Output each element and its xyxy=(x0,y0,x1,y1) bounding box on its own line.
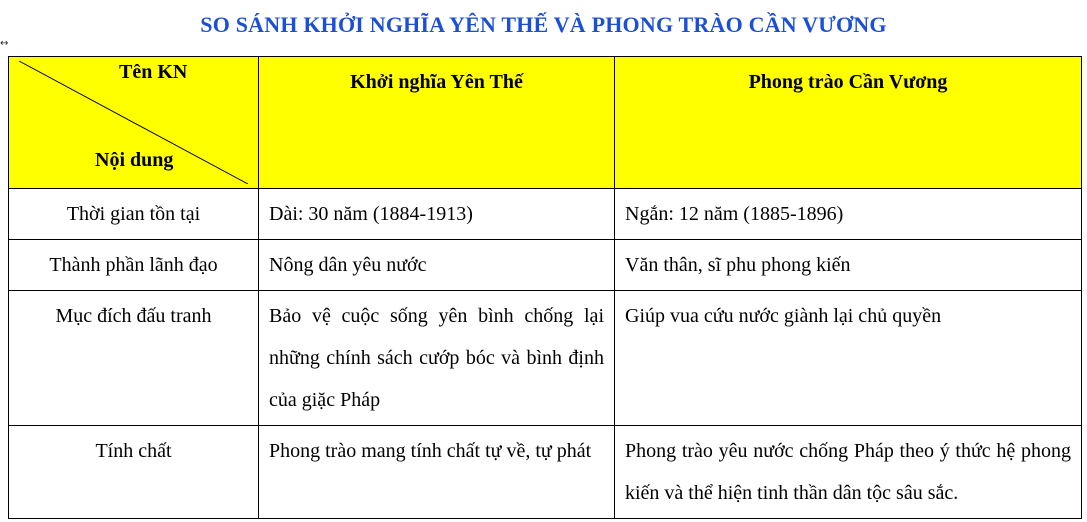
cell-can-vuong: Ngắn: 12 năm (1885-1896) xyxy=(615,189,1082,240)
row-label-thanh-phan: Thành phần lãnh đạo xyxy=(9,240,259,291)
row-label-thoi-gian: Thời gian tồn tại xyxy=(9,189,259,240)
table-anchor-icon: ↔ xyxy=(0,38,9,49)
cell-can-vuong: Văn thân, sĩ phu phong kiến xyxy=(615,240,1082,291)
cell-yen-the: Bảo vệ cuộc sống yên bình chống lại những chính sách cướp bóc và bình định của giặc Pháp xyxy=(259,291,615,426)
table-row xyxy=(9,189,1082,240)
table-row xyxy=(9,426,1082,519)
cell-yen-the: Phong trào mang tính chất tự về, tự phát xyxy=(259,426,615,519)
document-title: SO SÁNH KHỞI NGHĨA YÊN THẾ VÀ PHONG TRÀO CẦN VƯƠNG xyxy=(200,12,887,37)
header-can-vuong: Phong trào Cần Vương xyxy=(615,57,1082,189)
header-corner-cell xyxy=(9,57,259,189)
row-label-muc-dich: Mục đích đấu tranh xyxy=(9,291,259,426)
header-corner-top: Tên KN xyxy=(119,61,188,83)
table-row xyxy=(9,291,1082,426)
cell-can-vuong: Giúp vua cứu nước giành lại chủ quyền xyxy=(615,291,1082,426)
cell-can-vuong: Phong trào yêu nước chống Pháp theo ý thức hệ phong kiến và thể hiện tinh thần dân tộc sâu sắc. xyxy=(615,426,1082,519)
cell-yen-the: Dài: 30 năm (1884-1913) xyxy=(259,189,615,240)
cell-yen-the: Nông dân yêu nước xyxy=(259,240,615,291)
row-label-tinh-chat: Tính chất xyxy=(9,426,259,519)
header-yen-the: Khởi nghĩa Yên Thế xyxy=(259,57,615,189)
header-row xyxy=(9,57,1082,189)
header-corner-bottom: Nội dung xyxy=(95,149,174,171)
comparison-table xyxy=(8,56,1082,519)
table-row xyxy=(9,240,1082,291)
